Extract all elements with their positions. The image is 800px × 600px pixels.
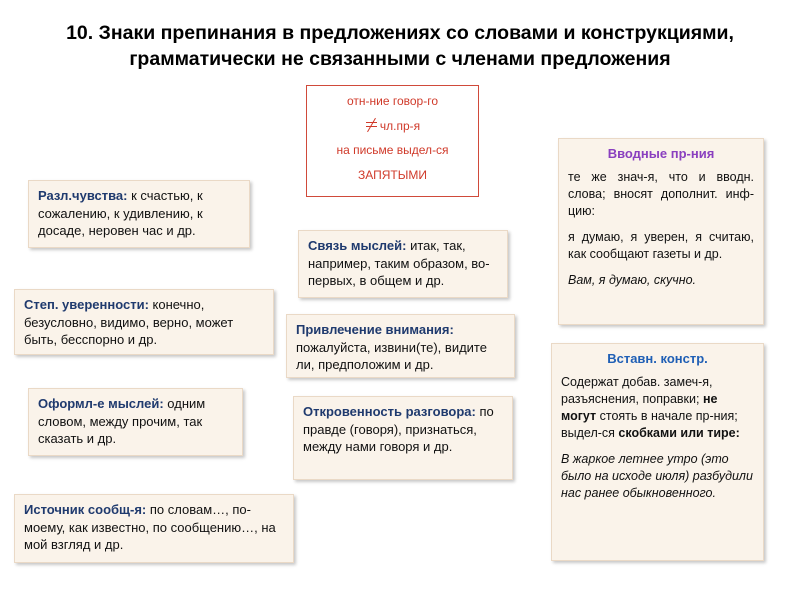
frankness-heading: Откровенность разговора:: [303, 404, 476, 419]
title-line-2: грамматически не связанными с членами предложения: [129, 48, 671, 70]
center-line-4: ЗАПЯТЫМИ: [358, 167, 427, 182]
intro-example: Вам, я думаю, скучно.: [568, 273, 697, 287]
certainty-heading: Степ. уверенности:: [24, 297, 149, 312]
center-line-2: [307, 114, 478, 139]
certainty-box: [14, 289, 274, 355]
thoughts-text: одним словом, между прочим, так сказать и др.: [38, 396, 206, 446]
intro-title: Вводные пр-ния: [607, 146, 715, 161]
feelings-text: к счастью, к сожалению, к удивлению, к досаде, неровен час и др.: [38, 188, 203, 238]
insert-example: В жаркое летнее утро (это было на исходе июля) разбудили нас ранее обыкновенного.: [561, 452, 753, 500]
attention-box: [286, 314, 515, 378]
attention-heading: Привлечение внимания:: [296, 322, 454, 337]
not-equal-icon: [365, 119, 378, 131]
center-line-2-text: чл.пр-я: [379, 118, 421, 133]
center-line-1: отн-ние говор-го: [346, 94, 439, 108]
insert-text-emphasis-2: скобками или тире:: [618, 426, 740, 440]
feelings-heading: Разл.чувства:: [38, 188, 128, 203]
source-heading: Источник сообщ-я:: [24, 502, 147, 517]
connection-heading: Связь мыслей:: [308, 238, 407, 253]
insert-text-part-1: Содержат добав. замеч-я, разъяснения, поправки;: [561, 375, 713, 406]
center-line-3: на письме выдел-ся: [336, 143, 449, 157]
frankness-box: [293, 396, 513, 480]
insert-text-emphasis-1: не могут: [561, 392, 718, 423]
frankness-text: по правде (говоря), признаться, между нами говоря и др.: [303, 404, 494, 454]
intro-text-1: те же знач-я, что и вводн. слова; вносят дополнит. инф-цию:: [568, 170, 754, 218]
feelings-box: [28, 180, 250, 248]
page-title: [10, 20, 790, 72]
insert-constructions-box: [551, 343, 764, 561]
connection-text: итак, так, например, таким образом, во-первых, в общем и др.: [308, 238, 490, 288]
insert-text: [561, 374, 754, 442]
connection-box: [298, 230, 508, 298]
intro-text-2: я думаю, я уверен, я считаю, как сообщают газеты и др.: [568, 230, 754, 261]
central-rule-box: [306, 85, 479, 197]
certainty-text: конечно, безусловно, видимо, верно, может быть, бесспорно и др.: [24, 297, 234, 347]
thoughts-heading: Оформл-е мыслей:: [38, 396, 164, 411]
insert-text-part-2: стоять в начале пр-ния; выдел-ся: [561, 409, 738, 440]
attention-text: пожалуйста, извини(те), видите ли, предположим и др.: [296, 339, 487, 372]
thoughts-box: [28, 388, 243, 456]
insert-title: Вставн. констр.: [607, 351, 708, 366]
source-text: по словам…, по-моему, как известно, по сообщению…, на мой взгляд и др.: [24, 502, 276, 552]
source-box: [14, 494, 294, 563]
intro-clauses-box: [558, 138, 764, 325]
title-line-1: 10. Знаки препинания в предложениях со словами и конструкциями,: [66, 22, 734, 44]
